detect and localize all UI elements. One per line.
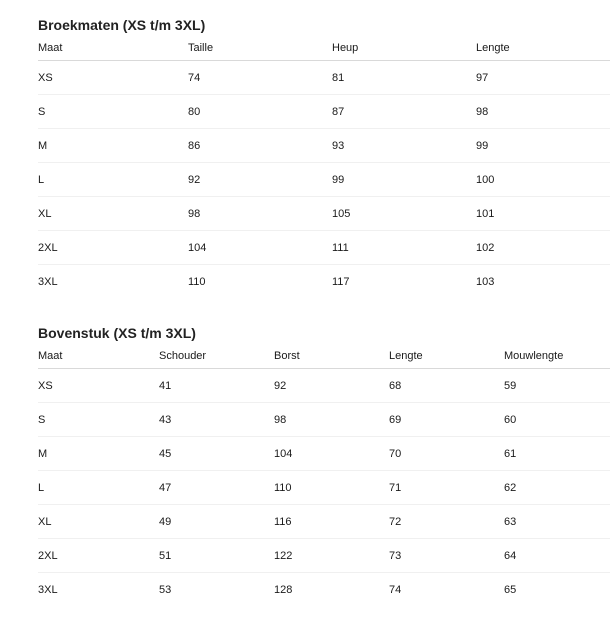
table-cell: 103 (476, 275, 495, 288)
table-row (38, 265, 610, 299)
top-size-table (38, 344, 610, 606)
table-cell: M (38, 129, 188, 163)
top-size-section (38, 322, 610, 606)
table-row (38, 505, 610, 539)
table-cell: S (38, 95, 188, 129)
table-cell: 92 (188, 163, 332, 197)
column-header-shoulder: Schouder (159, 344, 274, 369)
table-cell: 3XL (38, 583, 58, 596)
table-cell: 43 (159, 403, 274, 437)
table-cell: 98 (188, 197, 332, 231)
table-cell: M (38, 437, 159, 471)
table-cell: 117 (332, 275, 350, 288)
table-cell: 63 (504, 505, 610, 539)
table-cell: 81 (332, 61, 476, 95)
table-cell: 99 (476, 129, 610, 163)
table-cell: 3XL (38, 275, 58, 288)
table-cell: 62 (504, 471, 610, 505)
table-cell: 74 (389, 583, 402, 596)
table-cell: 101 (476, 197, 610, 231)
table-cell: 64 (504, 539, 610, 573)
table-cell: 71 (389, 471, 504, 505)
column-header-size: Maat (38, 36, 188, 61)
table-cell: 53 (159, 583, 172, 596)
column-header-length: Lengte (389, 344, 504, 369)
column-header-waist: Taille (188, 36, 332, 61)
table-cell: 98 (274, 403, 389, 437)
table-cell: 70 (389, 437, 504, 471)
table-cell: L (38, 163, 188, 197)
table-cell: 51 (159, 539, 274, 573)
table-header-row (38, 36, 610, 61)
table-cell: S (38, 403, 159, 437)
column-header-hip: Heup (332, 36, 476, 61)
table-row (38, 61, 610, 95)
table-cell: 80 (188, 95, 332, 129)
table-cell: 104 (188, 231, 332, 265)
table-cell: 2XL (38, 539, 159, 573)
table-row (38, 129, 610, 163)
top-size-title: Bovenstuk (XS t/m 3XL) (38, 325, 196, 341)
pants-size-section (38, 14, 610, 298)
table-row (38, 231, 610, 265)
table-row (38, 437, 610, 471)
table-cell: 122 (274, 539, 389, 573)
table-cell: 86 (188, 129, 332, 163)
table-cell: 2XL (38, 231, 188, 265)
table-cell: XL (38, 505, 159, 539)
table-cell: XS (38, 61, 188, 95)
table-cell: 45 (159, 437, 274, 471)
table-row (38, 95, 610, 129)
table-cell: 111 (332, 231, 476, 265)
table-cell: 61 (504, 437, 610, 471)
table-cell: 99 (332, 163, 476, 197)
table-cell: XL (38, 197, 188, 231)
table-cell: 68 (389, 369, 504, 403)
table-row (38, 573, 610, 607)
table-cell: 98 (476, 95, 610, 129)
table-cell: 49 (159, 505, 274, 539)
table-cell: 41 (159, 369, 274, 403)
column-header-chest: Borst (274, 344, 389, 369)
table-cell: 110 (188, 275, 206, 288)
table-cell: 69 (389, 403, 504, 437)
table-cell: 47 (159, 471, 274, 505)
table-cell: 97 (476, 61, 610, 95)
table-row (38, 163, 610, 197)
table-cell: 116 (274, 505, 389, 539)
table-cell: 102 (476, 231, 610, 265)
column-header-sleeve-length: Mouwlengte (504, 344, 610, 369)
table-cell: 60 (504, 403, 610, 437)
table-cell: 74 (188, 61, 332, 95)
table-cell: XS (38, 369, 159, 403)
column-header-size: Maat (38, 344, 159, 369)
table-cell: 65 (504, 583, 517, 596)
pants-size-table (38, 36, 610, 298)
table-cell: 72 (389, 505, 504, 539)
table-cell: L (38, 471, 159, 505)
table-cell: 128 (274, 583, 293, 596)
table-header-row (38, 344, 610, 369)
column-header-length: Lengte (476, 36, 610, 61)
table-row (38, 539, 610, 573)
pants-size-title: Broekmaten (XS t/m 3XL) (38, 17, 206, 33)
table-row (38, 403, 610, 437)
table-cell: 87 (332, 95, 476, 129)
table-cell: 73 (389, 539, 504, 573)
table-cell: 59 (504, 369, 610, 403)
table-cell: 105 (332, 197, 476, 231)
table-cell: 110 (274, 471, 389, 505)
table-cell: 93 (332, 129, 476, 163)
table-row (38, 197, 610, 231)
table-cell: 92 (274, 369, 389, 403)
table-cell: 104 (274, 437, 389, 471)
table-row (38, 369, 610, 403)
table-cell: 100 (476, 163, 610, 197)
table-row (38, 471, 610, 505)
